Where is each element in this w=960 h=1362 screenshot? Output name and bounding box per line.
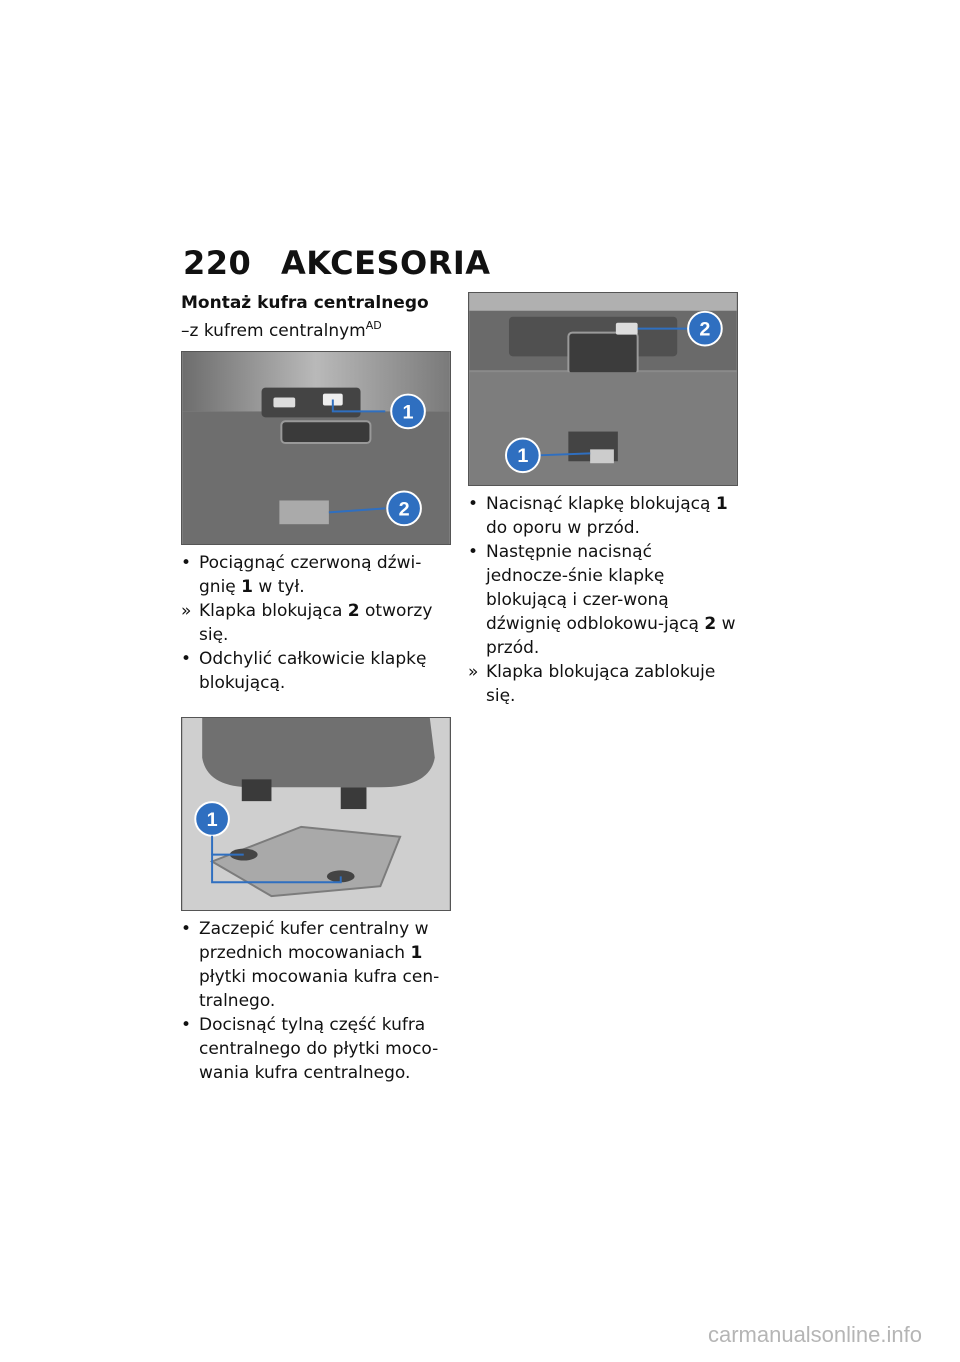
chapter-title: AKCESORIA — [281, 244, 491, 282]
step-item: • Zaczepić kufer centralny w przednich mocowaniach 1 płytki mocowania kufra cen-tralnego. — [181, 919, 440, 1011]
step-item: • Odchylić całkowicie klapkę blokującą. — [181, 649, 427, 693]
page-header — [183, 244, 491, 282]
step-item: » Klapka blokująca zablokuje się. — [468, 662, 716, 706]
steps-open — [181, 551, 451, 695]
fig2-callout-1: 1 — [206, 808, 218, 831]
right-column — [468, 292, 738, 708]
page-number: 220 — [183, 244, 252, 282]
steps-attach — [181, 917, 451, 1085]
watermark-text: carmanualsonline.info — [707, 1322, 922, 1347]
left-column — [181, 292, 451, 1085]
section-subtitle — [181, 314, 451, 343]
subtitle-text: –z kufrem centralnym — [181, 321, 366, 341]
fig1-callout-2: 2 — [398, 498, 410, 521]
figure-topcase-latch — [181, 351, 451, 545]
figure-lock-flap — [468, 292, 738, 486]
fig1-callout-1: 1 — [402, 401, 414, 424]
step-item: • Nacisnąć klapkę blokującą 1 do oporu w przód. — [468, 494, 728, 538]
fig3-callout-2: 2 — [699, 318, 711, 341]
figure-mounting-plate — [181, 717, 451, 911]
step-item: • Pociągnąć czerwoną dźwi-gnię 1 w tył. — [181, 553, 422, 597]
steps-lock — [468, 492, 738, 708]
step-item: • Docisnąć tylną część kufra centralnego do płytki moco-wania kufra centralnego. — [181, 1015, 439, 1083]
figure-lock-flap-illustration — [469, 293, 737, 485]
subtitle-sup: AD — [365, 319, 382, 332]
figure-topcase-latch-illustration — [182, 352, 450, 544]
step-item: • Następnie nacisnąć jednocze-śnie klapkę blokującą i czer-woną dźwignię odblokowu-jącą 2 w przód. — [468, 542, 736, 658]
figure-mounting-plate-illustration — [182, 718, 450, 910]
fig3-callout-1: 1 — [517, 445, 529, 468]
section-title: Montaż kufra centralnego — [181, 293, 429, 313]
step-item: » Klapka blokująca 2 otworzy się. — [181, 601, 433, 645]
